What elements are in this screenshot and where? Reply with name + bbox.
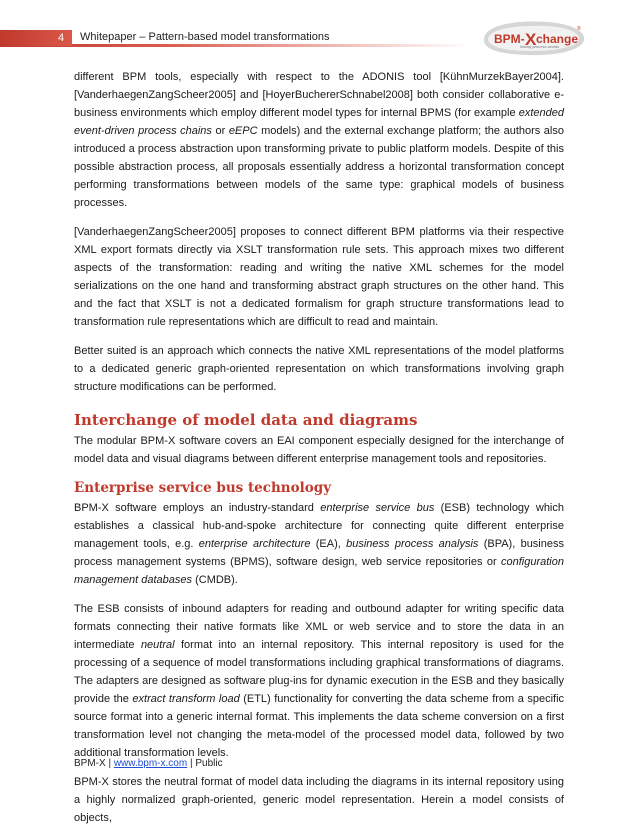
paragraph-4: The modular BPM-X software covers an EAI component especially designed for the interchange of model data and visual diagrams between different enterprise management tools and repositories.	[74, 435, 564, 465]
paragraph-6: The ESB consists of inbound adapters for reading and outbound adapter for writing specific data formats connecting their native formats like XML or web service and to store the data in an intermediate neutral format into an internal repository. This internal repository is used for the processing of a sequence of model transformations including graphical transformations of diagrams. The adapters are designed as software plug-ins for dynamic execution in the ESB and they basically provide the extract transform load (ETL) functionality for converting the data scheme from a specific source format into a generic internal format. This implements the data scheme conversion on a first transformation level not changing the meta-model of the processed model data, followed by two additional transformation levels.	[74, 603, 565, 759]
footer-website-link[interactable]: www.bpm-x.com	[113, 758, 188, 769]
logo-tagline: linking process worlds	[520, 44, 560, 49]
section-heading-interchange: Interchange of model data and diagrams	[74, 411, 418, 429]
subsection-heading-esb: Enterprise service bus technology	[74, 480, 332, 496]
page-header	[0, 0, 638, 70]
paragraph-2: [VanderhaegenZangScheer2005] proposes to connect different BPM platforms via their respective XML export formats directly via XSLT transformation rule sets. This approach mixes two different aspects of the transformation: reading and writing the native XML schemes for the model serializations on the one hand and transforming abstract graph structures on the other hand. This and the fact that XSLT is not a dedicated formalism for graph structure transformations lead to transformation rule representations which are difficult to read and maintain.	[74, 226, 564, 328]
footer-suffix: | Public	[187, 758, 223, 769]
page-footer	[74, 758, 223, 769]
paragraph-3: Better suited is an approach which connects the native XML representations of the model platforms to a dedicated generic graph-oriented representation on which transformations involving graph structure modifications can be performed.	[74, 345, 564, 393]
page-number: 4	[58, 32, 65, 44]
paragraph-5: BPM-X software employs an industry-standard enterprise service bus (ESB) technology which establishes a classical hub-and-spoke architecture for connecting quite different enterprise management tools, e.g. enterprise architecture (EA), business process analysis (BPA), business process management systems (BPMS), software design, web service repositories or configuration management databases (CMDB).	[74, 502, 564, 586]
paragraph-1: different BPM tools, especially with respect to the ADONIS tool [KühnMurzekBayer2004]. [VanderhaegenZangScheer2005] and [HoyerBuchererSchnabel2008] both consider collaborative e-business environments which employ different model types for internal BPMS (for example extended event-driven process chains or eEPC models) and the external exchange platform; the authors also introduced a process abstraction upon transforming private to public platform models. Despite of this possible abstraction process, all proposals essentially address a horizontal transformation concept performing transformations between models of the same type: graphical models of business processes.	[74, 71, 564, 209]
header-title: Whitepaper – Pattern-based model transformations	[80, 31, 330, 43]
page-content	[74, 68, 564, 838]
logo-text-bpm: BPM-	[494, 32, 525, 46]
logo-registered: ®	[577, 26, 581, 32]
logo-text-x: X	[525, 30, 537, 49]
footer-prefix: BPM-X |	[74, 758, 114, 769]
paragraph-7: BPM-X stores the neutral format of model data including the diagrams in its internal repository using a highly normalized graph-oriented, generic model representation. Herein a model consists of objects,	[74, 776, 564, 824]
bpm-xchange-logo	[478, 18, 588, 58]
logo-text-change: change	[536, 32, 579, 46]
